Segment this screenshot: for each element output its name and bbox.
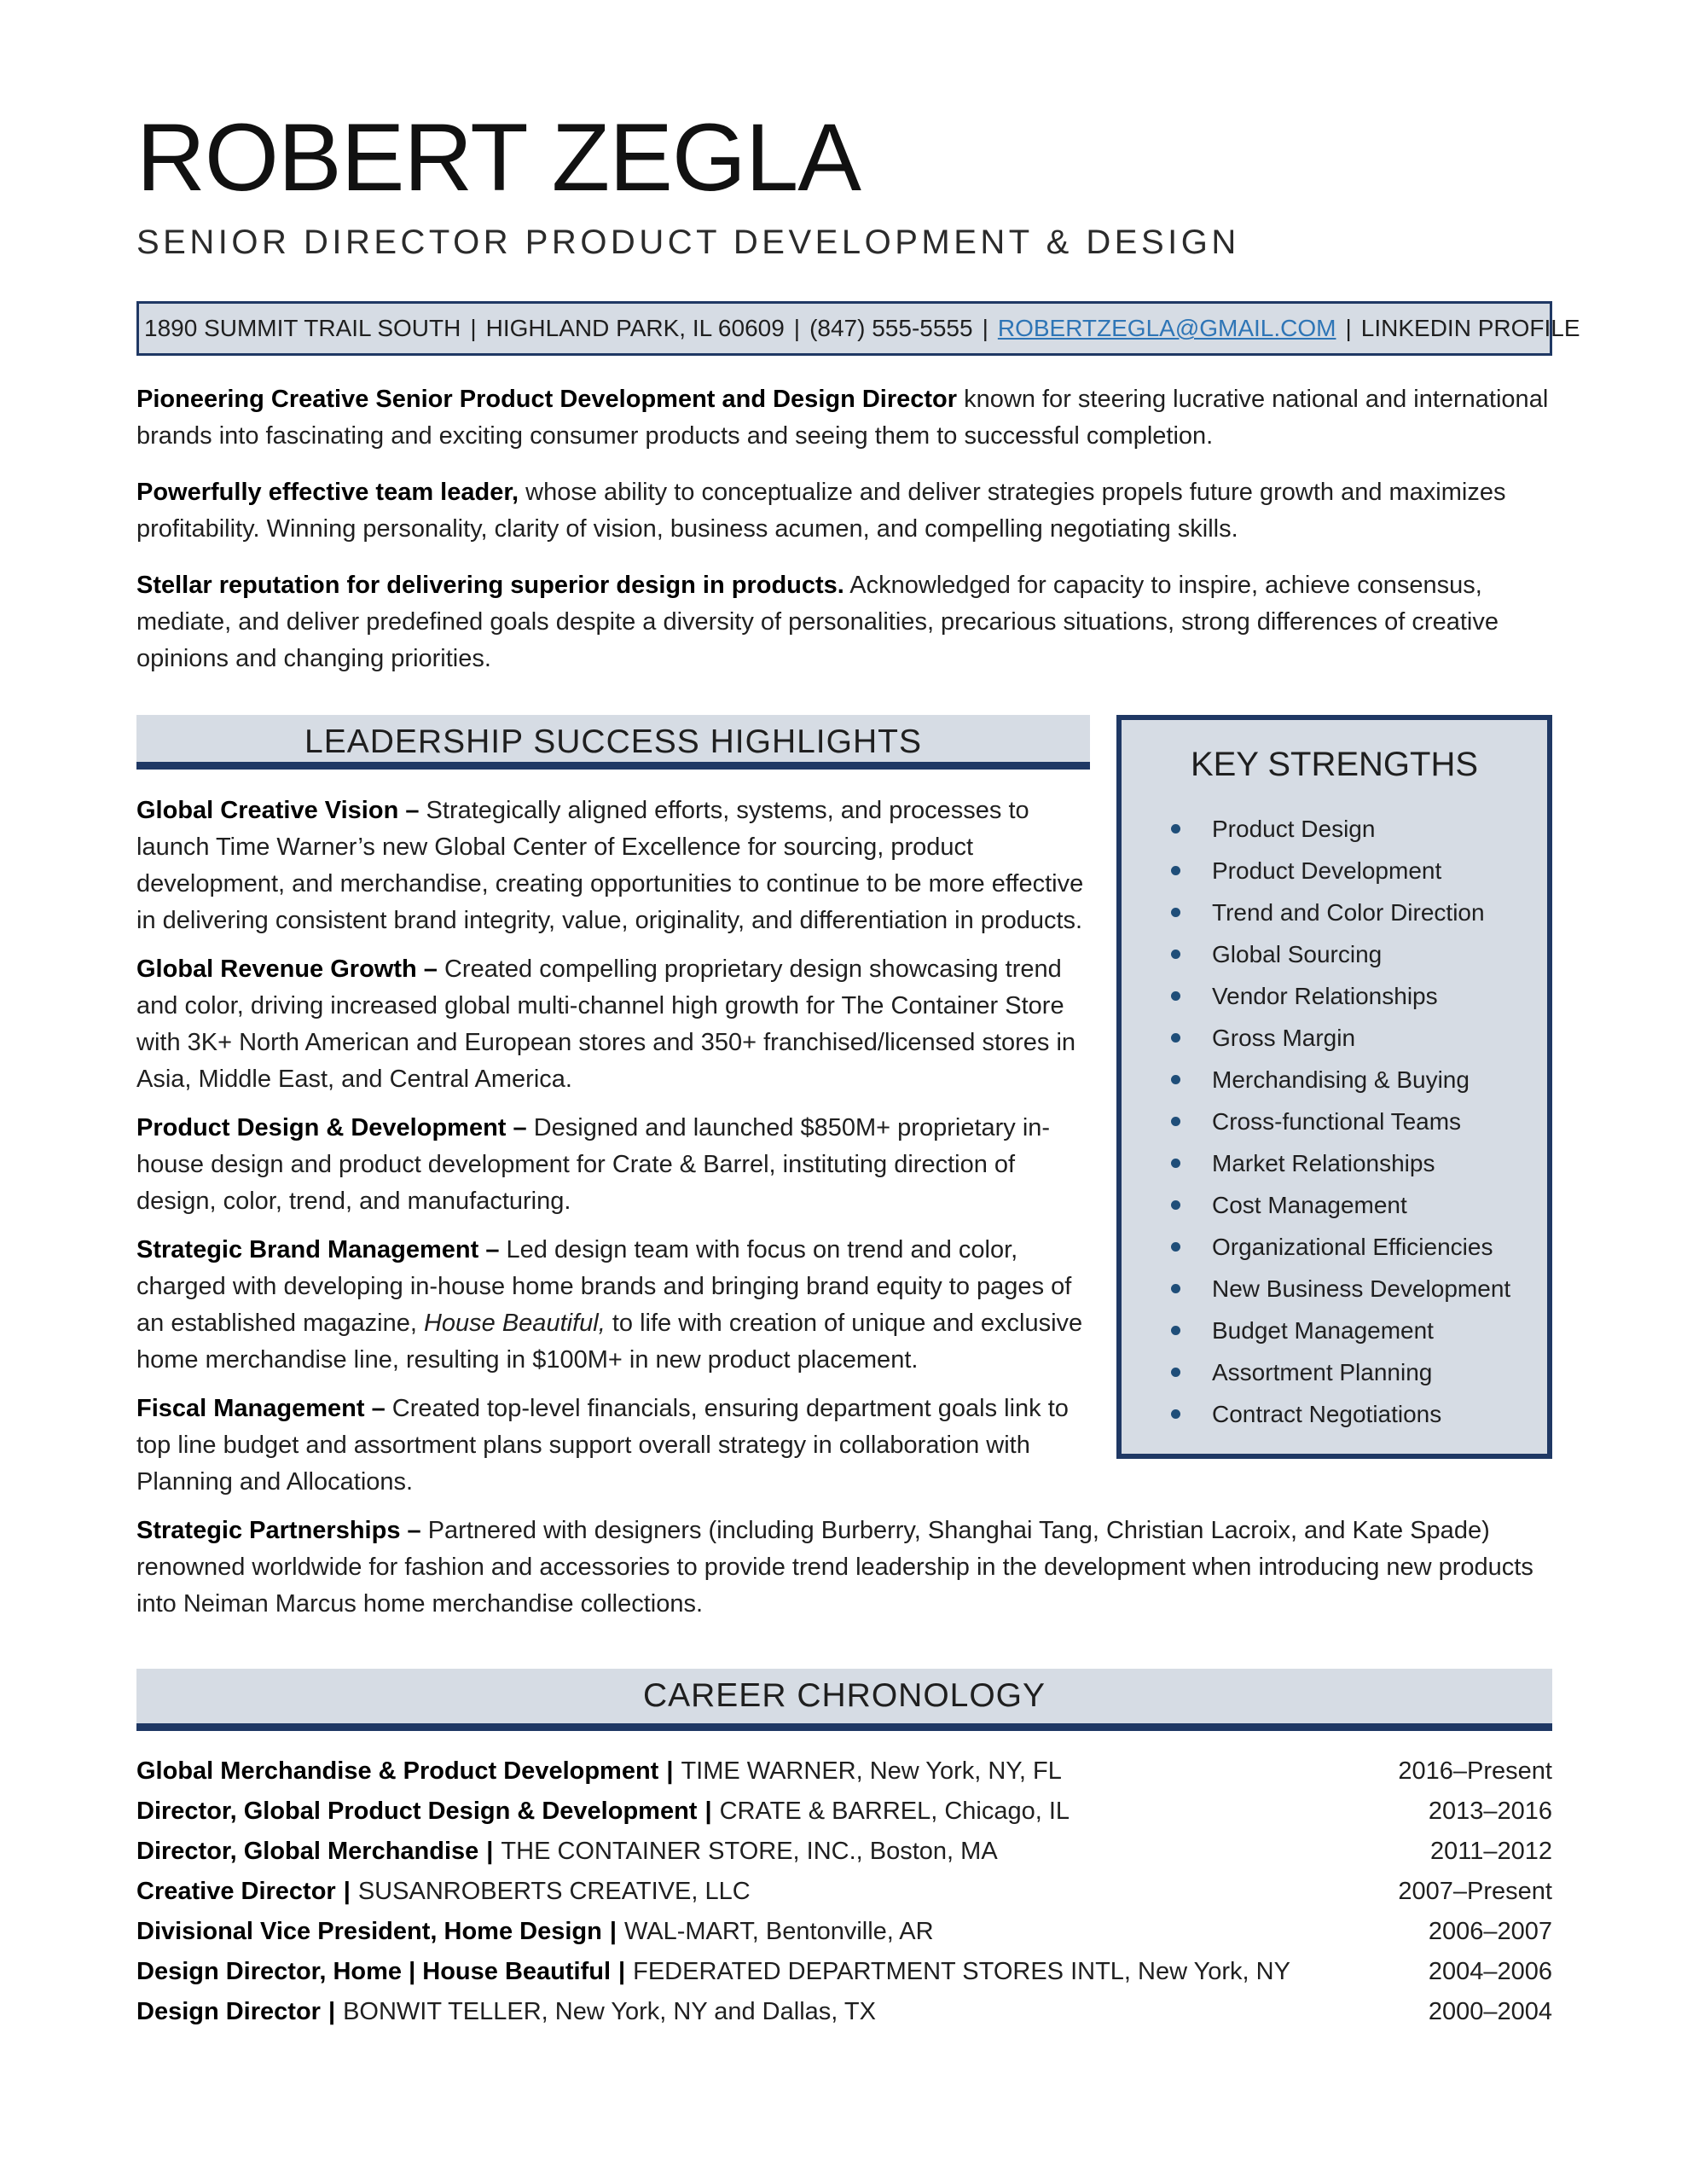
contact-bar xyxy=(136,301,1580,356)
bullet-icon xyxy=(1171,991,1180,1001)
email-link[interactable]: ROBERTZEGLA@GMAIL.COM xyxy=(997,315,1336,342)
highlight-text: Led design team with focus on trend and color, charged with developing in-house home brands and bringing brand equity to pages of an established magazine, xyxy=(136,1236,1072,1338)
bullet-icon xyxy=(1171,824,1180,834)
career-row-title: Divisional Vice President, Home Design xyxy=(136,1918,602,1946)
highlight-lead: Global Creative Vision – xyxy=(136,797,420,825)
highlight-lead: Global Revenue Growth – xyxy=(136,956,438,984)
key-strength-item xyxy=(1137,1101,1532,1142)
key-strength-item xyxy=(1137,1017,1532,1059)
career-row-left xyxy=(136,1792,1070,1832)
separator: | xyxy=(793,315,801,342)
career-row-left xyxy=(136,1751,1062,1792)
highlight-text: Created compelling proprietary design showcasing trend and color, driving increased global multi-channel high growth for The Container Store with 3K+ North American and European stores and 350+ franchised/licensed stores in Asia, Middle East, and Central America. xyxy=(136,956,1076,1094)
key-strength-label: Budget Management xyxy=(1212,1317,1434,1345)
job-title-subheading: SENIOR DIRECTOR PRODUCT DEVELOPMENT & DESIGN xyxy=(136,224,1240,262)
career-row-title: Director, Global Product Design & Development xyxy=(136,1798,698,1826)
career-row-company: BONWIT TELLER, New York, NY and Dallas, TX xyxy=(343,1998,876,2026)
bullet-icon xyxy=(1171,1242,1180,1252)
key-strength-item xyxy=(1137,1142,1532,1184)
career-row-dates: 2007–Present xyxy=(1398,1878,1552,1906)
key-strength-item xyxy=(1137,892,1532,933)
bullet-icon xyxy=(1171,1033,1180,1043)
career-row-dates: 2006–2007 xyxy=(1428,1918,1552,1946)
bullet-icon xyxy=(1171,866,1180,875)
key-strength-label: Product Design xyxy=(1212,816,1376,843)
career-row-dates: 2000–2004 xyxy=(1428,1998,1552,2026)
summary-paragraph xyxy=(136,474,1552,548)
separator: | xyxy=(618,1958,626,1986)
highlight-text: to life with creation of unique and exclusive home merchandise line, resulting in $100M+ in new product placement. xyxy=(136,1310,1083,1374)
highlight-text: Partnered with designers (including Burberry, Shanghai Tang, Christian Lacroix, and Kate Spade) renowned worldwide for fashion and accessories to provide trend leadership in the development when introducing new products into Neiman Marcus home merchandise collections. xyxy=(136,1517,1533,1618)
page-title: ROBERT ZEGLA xyxy=(136,104,861,211)
career-row-company: WAL-MART, Bentonville, AR xyxy=(623,1918,934,1946)
career-row-company: FEDERATED DEPARTMENT STORES INTL, New York, NY xyxy=(633,1958,1290,1986)
key-strength-label: Vendor Relationships xyxy=(1212,983,1438,1010)
bullet-icon xyxy=(1171,1284,1180,1293)
highlight-text: Strategically aligned efforts, systems, and processes to launch Time Warner’s new Global Center of Excellence for sourcing, product development, and merchandise, creating opportunities to continue to be more effective in delivering consistent brand integrity, value, originality, and differentiation in products. xyxy=(136,797,1084,935)
career-heading: CAREER CHRONOLOGY xyxy=(136,1669,1552,1731)
bullet-icon xyxy=(1171,1117,1180,1126)
career-row xyxy=(136,1751,1552,1792)
linkedin-link[interactable]: LINKEDIN PROFILE xyxy=(1360,315,1580,342)
bullet-icon xyxy=(1171,950,1180,959)
bullet-icon xyxy=(1171,1159,1180,1168)
bullet-icon xyxy=(1171,1326,1180,1335)
summary-lead: Pioneering Creative Senior Product Development and Design Director xyxy=(136,386,958,414)
separator: | xyxy=(1345,315,1352,342)
highlight-lead: Strategic Brand Management – xyxy=(136,1236,500,1264)
career-row-dates: 2011–2012 xyxy=(1429,1838,1552,1866)
key-strength-item xyxy=(1137,808,1532,850)
contact-city: HIGHLAND PARK, IL 60609 xyxy=(485,315,785,342)
highlight-lead: Product Design & Development – xyxy=(136,1114,527,1142)
bullet-icon xyxy=(1171,1075,1180,1084)
page-content xyxy=(0,104,1687,2032)
career-row-title: Design Director xyxy=(136,1998,321,2026)
separator: | xyxy=(982,315,988,342)
separator: | xyxy=(328,1998,336,2026)
summary-paragraph xyxy=(136,381,1552,455)
key-strength-item xyxy=(1137,975,1532,1017)
career-row-title: Creative Director xyxy=(136,1878,336,1906)
key-strength-label: Organizational Efficiencies xyxy=(1212,1234,1493,1261)
career-row xyxy=(136,1992,1552,2032)
key-strength-label: Contract Negotiations xyxy=(1212,1401,1442,1428)
career-row xyxy=(136,1872,1552,1912)
highlight-text: Created top-level financials, ensuring department goals link to top line budget and assortment plans support overall strategy in collaboration with Planning and Allocations. xyxy=(136,1395,1069,1496)
career-row-dates: 2016–Present xyxy=(1398,1757,1552,1786)
key-strength-label: New Business Development xyxy=(1212,1275,1511,1303)
key-strength-item xyxy=(1137,1268,1532,1310)
highlight-text: Designed and launched $850M+ proprietary in-house design and product development for Crate & Barrel, instituting direction of design, color, trend, and manufacturing. xyxy=(136,1114,1051,1216)
career-row-dates: 2004–2006 xyxy=(1428,1958,1552,1986)
key-strength-label: Market Relationships xyxy=(1212,1150,1435,1177)
key-strength-item xyxy=(1137,1351,1532,1393)
key-strength-item xyxy=(1137,1226,1532,1268)
separator: | xyxy=(704,1798,712,1826)
contact-address: 1890 SUMMIT TRAIL SOUTH xyxy=(144,315,461,342)
key-strength-label: Cross-functional Teams xyxy=(1212,1108,1462,1136)
career-row-left xyxy=(136,1832,998,1872)
career-row-left xyxy=(136,1872,751,1912)
leadership-and-strengths-section xyxy=(136,715,1552,1623)
career-row xyxy=(136,1952,1552,1992)
summary-section xyxy=(136,381,1552,677)
summary-lead: Powerfully effective team leader, xyxy=(136,479,519,507)
summary-text: known for steering lucrative national and international brands into fascinating and exciting consumer products and seeing them to successful completion. xyxy=(136,386,1549,450)
key-strength-label: Merchandising & Buying xyxy=(1212,1066,1470,1094)
career-row-company: TIME WARNER, New York, NY, FL xyxy=(681,1757,1062,1786)
career-row-left xyxy=(136,1912,934,1952)
separator: | xyxy=(486,1838,494,1866)
key-strength-label: Cost Management xyxy=(1212,1192,1407,1219)
leadership-heading: LEADERSHIP SUCCESS HIGHLIGHTS xyxy=(136,715,1090,770)
key-strength-item xyxy=(1137,1393,1532,1435)
bullet-icon xyxy=(1171,1368,1180,1377)
highlight-italic: House Beautiful, xyxy=(423,1310,606,1338)
bullet-icon xyxy=(1171,1200,1180,1210)
career-row xyxy=(136,1912,1552,1952)
highlight-lead: Fiscal Management – xyxy=(136,1395,386,1423)
career-row-company: THE CONTAINER STORE, INC., Boston, MA xyxy=(501,1838,998,1866)
career-row-left xyxy=(136,1952,1290,1992)
key-strength-item xyxy=(1137,850,1532,892)
key-strengths-heading: KEY STRENGTHS xyxy=(1190,746,1479,784)
summary-paragraph xyxy=(136,567,1552,677)
highlight-lead: Strategic Partnerships – xyxy=(136,1517,421,1545)
key-strengths-list xyxy=(1137,808,1532,1435)
key-strength-label: Product Development xyxy=(1212,857,1442,885)
career-row-left xyxy=(136,1992,876,2032)
key-strength-label: Assortment Planning xyxy=(1212,1359,1433,1386)
career-row-company: CRATE & BARREL, Chicago, IL xyxy=(719,1798,1070,1826)
summary-lead: Stellar reputation for delivering superior design in products. xyxy=(136,572,844,600)
separator: | xyxy=(343,1878,351,1906)
career-section xyxy=(136,1669,1552,2032)
career-rows xyxy=(136,1751,1552,2032)
bullet-icon xyxy=(1171,908,1180,917)
career-row-title: Director, Global Merchandise xyxy=(136,1838,479,1866)
career-row xyxy=(136,1792,1552,1832)
separator: | xyxy=(609,1918,617,1946)
career-row-dates: 2013–2016 xyxy=(1428,1798,1552,1826)
key-strength-item xyxy=(1137,933,1532,975)
bullet-icon xyxy=(1171,1409,1180,1419)
key-strength-item xyxy=(1137,1059,1532,1101)
summary-text: Acknowledged for capacity to inspire, achieve consensus, mediate, and deliver predefined goals despite a diversity of personalities, precarious situations, strong differences of creative opinions and changing priorities. xyxy=(136,572,1499,673)
contact-phone: (847) 555-5555 xyxy=(809,315,973,342)
career-row-title: Global Merchandise & Product Development xyxy=(136,1757,659,1786)
key-strength-item xyxy=(1137,1184,1532,1226)
key-strength-label: Global Sourcing xyxy=(1212,941,1383,968)
summary-text: whose ability to conceptualize and deliver strategies propels future growth and maximizes profitability. Winning personality, clarity of vision, business acumen, and compelling negotiating skills. xyxy=(136,479,1506,543)
key-strengths-panel xyxy=(1116,715,1552,1459)
key-strength-item xyxy=(1137,1310,1532,1351)
highlight-paragraph xyxy=(136,1513,1552,1623)
key-strength-label: Trend and Color Direction xyxy=(1212,899,1485,926)
separator: | xyxy=(666,1757,674,1786)
career-row-company: SUSANROBERTS CREATIVE, LLC xyxy=(357,1878,751,1906)
key-strength-label: Gross Margin xyxy=(1212,1025,1356,1052)
career-row-title: Design Director, Home | House Beautiful xyxy=(136,1958,611,1986)
separator: | xyxy=(470,315,477,342)
career-row xyxy=(136,1832,1552,1872)
